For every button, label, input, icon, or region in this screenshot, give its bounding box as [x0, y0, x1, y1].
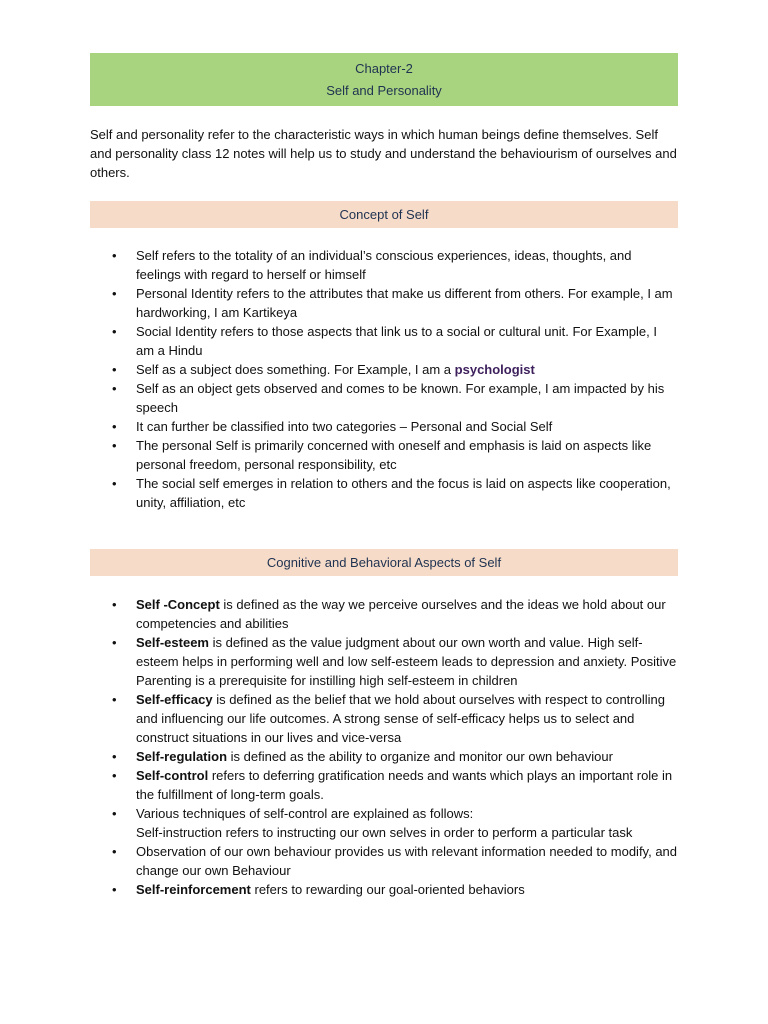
list-item: • Self-reinforcement refers to rewarding our goal-oriented behaviors — [112, 882, 525, 897]
list-item: • Self as an object gets observed and comes to be known. For example, I am impacted by his speech — [112, 381, 665, 415]
intro-paragraph: Self and personality refer to the characteristic ways in which human beings define themselves. Self and personality class 12 notes will help us to study and understand the behaviourism of ourselves and others. — [90, 127, 677, 180]
cognitive-list — [90, 595, 678, 899]
chapter-title: Self and Personality — [326, 82, 442, 98]
section-heading-cognitive: Cognitive and Behavioral Aspects of Self — [90, 549, 678, 576]
term: Self -Concept — [136, 597, 220, 612]
list-item: • Self as a subject does something. For Example, I am a psychologist — [112, 362, 535, 377]
bullet-icon: • — [112, 324, 117, 339]
psychologist-link[interactable]: psychologist — [454, 362, 535, 377]
bullet-icon: • — [112, 635, 117, 650]
list-item: • Social Identity refers to those aspects that link us to a social or cultural unit. For Example, I am a Hindu — [112, 324, 657, 358]
list-item: • The social self emerges in relation to others and the focus is laid on aspects like cooperation, unity, affiliation, etc — [112, 476, 671, 510]
bullet-icon: • — [112, 749, 117, 764]
list-item: • Self refers to the totality of an individual’s conscious experiences, ideas, thoughts, and feelings with regard to herself or himself — [112, 248, 632, 282]
bullet-icon: • — [112, 419, 117, 434]
list-item: • Various techniques of self-control are explained as follows: — [112, 806, 474, 821]
list-item: • Self -Concept is defined as the way we perceive ourselves and the ideas we hold about our competencies and abilities — [112, 597, 666, 631]
term: Self-efficacy — [136, 692, 213, 707]
list-item: • Personal Identity refers to the attributes that make us different from others. For example, I am hardworking, I am Kartikeya — [112, 286, 673, 320]
bullet-icon: • — [112, 882, 117, 897]
bullet-icon: • — [112, 476, 117, 491]
list-item: • Self-control refers to deferring gratification needs and wants which plays an important role in the fulfillment of long-term goals. — [112, 768, 673, 802]
bullet-icon: • — [112, 438, 117, 453]
bullet-icon: • — [112, 362, 117, 377]
list-item: • Self-regulation is defined as the ability to organize and monitor our own behaviour — [112, 749, 613, 764]
bullet-icon: • — [112, 597, 117, 612]
bullet-icon: • — [112, 844, 117, 859]
list-item: • The personal Self is primarily concerned with oneself and emphasis is laid on aspects like personal freedom, personal responsibility, etc — [112, 438, 652, 472]
bullet-icon: • — [112, 286, 117, 301]
bullet-icon: • — [112, 768, 117, 783]
list-item: • Self-efficacy is defined as the belief that we hold about ourselves with respect to controlling and influencing our life outcomes. A strong sense of self-efficacy helps us to select and construct situations in our lives and vice-versa — [112, 692, 665, 745]
section-heading-concept: Concept of Self — [90, 201, 678, 228]
list-item: • Observation of our own behaviour provides us with relevant information needed to modify, and change our own Behaviour — [112, 844, 678, 878]
bullet-icon: • — [112, 692, 117, 707]
document-page — [90, 53, 678, 899]
bullet-icon: • — [112, 381, 117, 396]
list-item: • Self-esteem is defined as the value judgment about our own worth and value. High self-esteem helps in performing well and low self-esteem leads to depression and anxiety. Positive Parenting is a prerequisite for instilling high self-esteem in children — [112, 635, 677, 688]
chapter-header — [90, 53, 678, 106]
chapter-number: Chapter-2 — [355, 60, 413, 76]
term: Self-esteem — [136, 635, 209, 650]
concept-list — [90, 246, 678, 512]
term: Self-reinforcement — [136, 882, 251, 897]
list-item: Self-instruction refers to instructing our own selves in order to perform a particular task — [136, 825, 633, 840]
term: Self-control — [136, 768, 209, 783]
bullet-icon: • — [112, 806, 117, 821]
list-item: • It can further be classified into two categories – Personal and Social Self — [112, 419, 553, 434]
term: Self-regulation — [136, 749, 228, 764]
bullet-icon: • — [112, 248, 117, 263]
